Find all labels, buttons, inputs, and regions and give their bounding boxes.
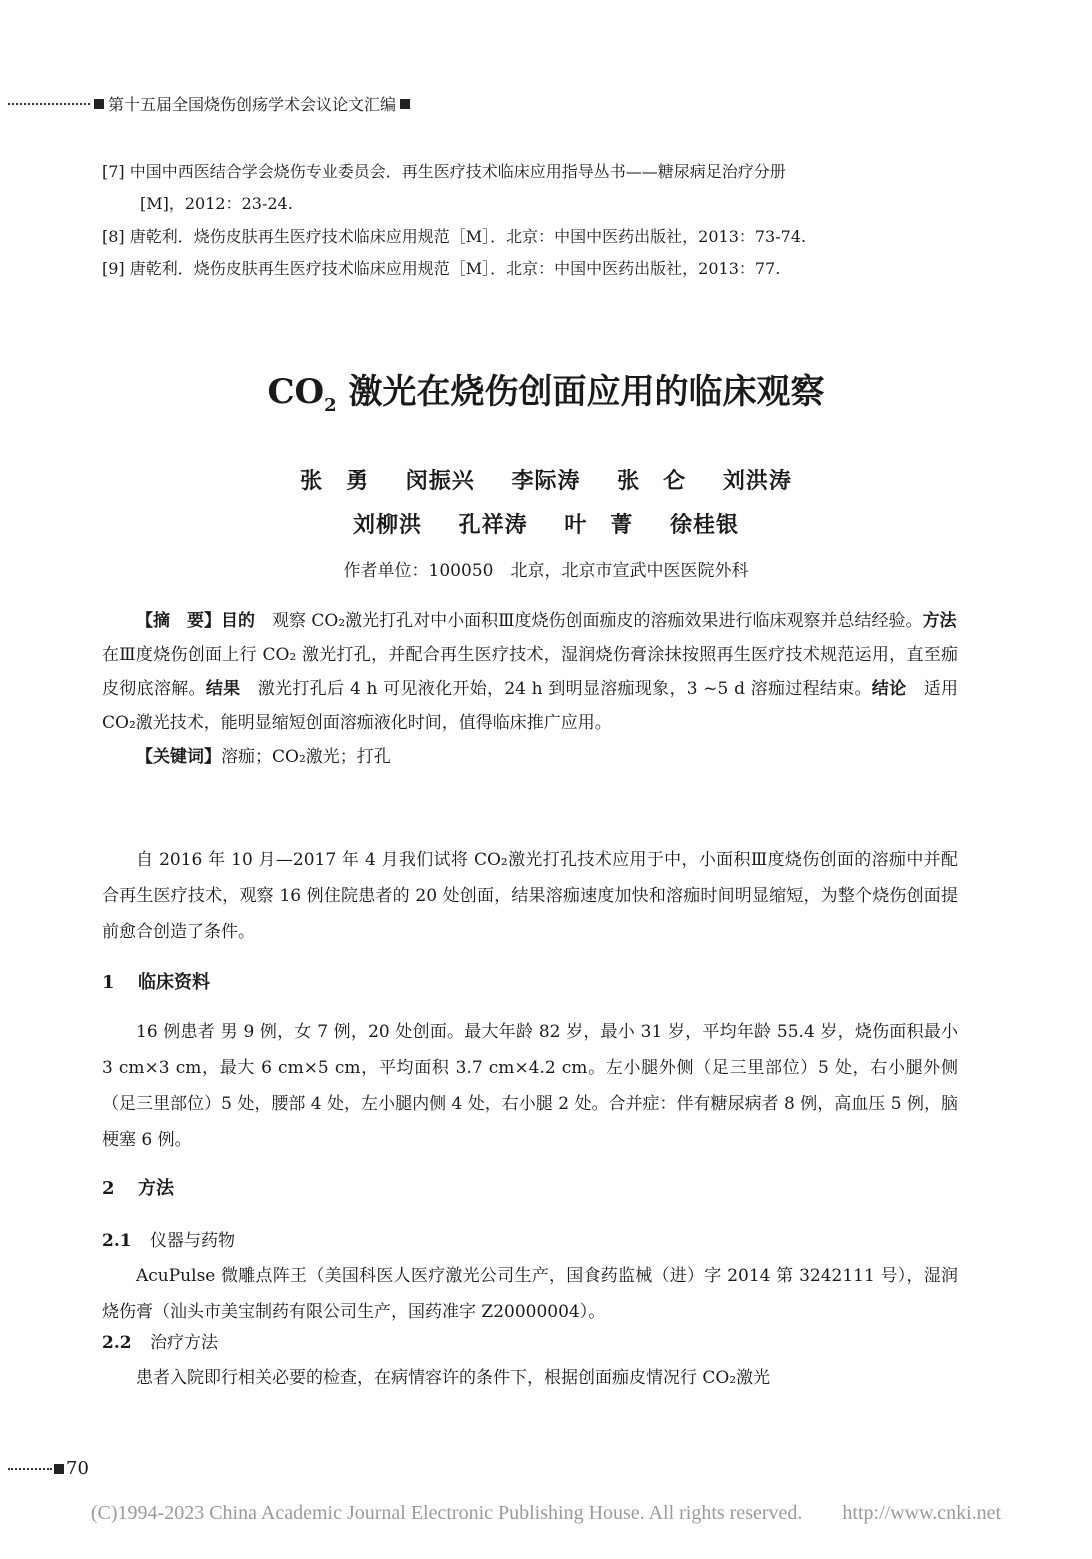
reference-text-continued: [M]，2012：23-24. <box>140 194 293 213</box>
reference-text: 中国中西医结合学会烧伤专业委员会．再生医疗技术临床应用指导丛书——糖尿病足治疗分册 <box>129 162 786 181</box>
header-dotted-rule <box>8 103 90 105</box>
square-bullet-icon <box>54 1464 64 1474</box>
reference-text: 唐乾利．烧伤皮肤再生医疗技术临床应用规范［M］．北京：中国中医药出版社，2013：77. <box>129 259 781 278</box>
paper-title <box>0 364 1092 416</box>
abstract <box>102 604 974 774</box>
subsection-number: 2.2 <box>102 1333 132 1353</box>
page-number: 70 <box>66 1458 89 1479</box>
section-2-1-heading <box>102 1226 235 1251</box>
section-1-body <box>102 1014 958 1158</box>
section-number: 1 <box>102 972 115 993</box>
author-name: 闵振兴 <box>405 468 475 494</box>
reference-7 <box>102 160 786 184</box>
method-label: 方法 <box>922 611 957 631</box>
square-bullet-icon <box>400 99 410 109</box>
reference-number: [8] <box>102 227 125 246</box>
result-label: 结果 <box>205 679 241 699</box>
result-text: 激光打孔后 4 h 可见液化开始，24 h 到明显溶痂现象，3 ~5 d 溶痂过程结束。 <box>240 679 872 699</box>
intro-paragraph <box>102 842 958 950</box>
running-header <box>8 92 410 115</box>
subsection-title: 治疗方法 <box>150 1333 218 1353</box>
author-row-1 <box>0 464 1092 495</box>
title-co: CO <box>267 372 325 412</box>
objective-label: 目的 <box>221 611 255 631</box>
reference-7-continued <box>140 192 293 216</box>
section-2-1-text: AcuPulse 微雕点阵王（美国科医人医疗激光公司生产，国食药监械（进）字 2014 第 3242111 号），湿润烧伤膏（汕头市美宝制药有限公司生产，国药准字 Z20000004）。 <box>102 1266 958 1322</box>
section-2-heading <box>102 1174 174 1200</box>
reference-text: 唐乾利．烧伤皮肤再生医疗技术临床应用规范［M］．北京：中国中医药出版社，2013：73-74. <box>129 227 807 246</box>
author-name: 张 勇 <box>300 468 370 494</box>
abstract-label: 【摘 要】 <box>136 611 221 631</box>
objective-text: 观察 CO₂激光打孔对中小面积Ⅲ度烧伤创面痂皮的溶痂效果进行临床观察并总结经验。 <box>255 611 923 631</box>
conclusion-text: 适用 CO₂激光技术，能明显缩短创面溶痂液化时间，值得临床推广应用。 <box>102 679 959 733</box>
author-name: 张 仑 <box>617 468 687 494</box>
author-name: 徐桂银 <box>670 512 740 538</box>
subsection-title: 仪器与药物 <box>150 1231 235 1251</box>
reference-9 <box>102 257 780 281</box>
section-2-1-body <box>102 1258 958 1330</box>
copyright-line: (C)1994-2023 China Academic Journal Electronic Publishing House. All rights reserved. http://www.cnki.net <box>90 1502 1002 1524</box>
author-name: 孔祥涛 <box>458 512 528 538</box>
section-title: 临床资料 <box>138 972 210 993</box>
author-name: 李际涛 <box>511 468 581 494</box>
subsection-number: 2.1 <box>102 1231 132 1251</box>
title-rest: 激光在烧伤创面应用的临床观察 <box>336 372 825 412</box>
section-1-text: 16 例患者 男 9 例，女 7 例，20 处创面。最大年龄 82 岁，最小 31 岁，平均年龄 55.4 岁，烧伤面积最小 3 cm×3 cm，最大 6 cm×5 cm，平均面积 3.7 cm×4.2 cm。左小腿外侧（足三里部位）5 处，右小腿外侧（足三里部位）5 处，腰部 4 处，左小腿内侧 4 处，右小腿 2 处。合并症：伴有糖尿病者 8 例，高血压 5 例，脑梗塞 6 例。 <box>102 1022 958 1150</box>
page-footer <box>8 1458 89 1479</box>
section-2-2-body <box>102 1360 958 1396</box>
method-text: 在Ⅲ度烧伤创面上行 CO₂ 激光打孔，并配合再生医疗技术，湿润烧伤膏涂抹按照再生医疗技术规范运用，直至痂皮彻底溶解。 <box>102 611 974 699</box>
intro-text: 自 2016 年 10 月—2017 年 4 月我们试将 CO₂激光打孔技术应用于中，小面积Ⅲ度烧伤创面的溶痂中并配合再生医疗技术，观察 16 例住院患者的 20 处创面，结果溶痂速度加快和溶痂时间明显缩短，为整个烧伤创面提前愈合创造了条件。 <box>102 850 958 942</box>
conclusion-label: 结论 <box>871 679 907 699</box>
author-name: 刘柳洪 <box>352 512 422 538</box>
footer-dotted-rule <box>8 1468 52 1470</box>
section-number: 2 <box>102 1178 115 1199</box>
keywords <box>102 740 958 774</box>
author-name: 叶 菁 <box>564 512 634 538</box>
author-name: 刘洪涛 <box>722 468 792 494</box>
square-bullet-icon <box>94 99 104 109</box>
section-2-2-heading <box>102 1328 218 1353</box>
title-subscript: 2 <box>324 394 337 416</box>
reference-number: [9] <box>102 259 125 278</box>
reference-number: [7] <box>102 162 125 181</box>
section-title: 方法 <box>138 1178 174 1199</box>
author-affiliation: 作者单位：100050 北京，北京市宣武中医医院外科 <box>343 561 749 581</box>
keywords-text: 溶痂；CO₂激光；打孔 <box>221 747 391 767</box>
keywords-label: 【关键词】 <box>136 747 221 767</box>
author-row-2 <box>0 508 1092 539</box>
running-title: 第十五届全国烧伤创疡学术会议论文汇编 <box>108 95 397 114</box>
section-1-heading <box>102 968 210 994</box>
abstract-paragraph <box>102 604 974 740</box>
reference-8 <box>102 225 806 249</box>
section-2-2-text: 患者入院即行相关必要的检查，在病情容许的条件下，根据创面痂皮情况行 CO₂激光 <box>136 1368 771 1388</box>
